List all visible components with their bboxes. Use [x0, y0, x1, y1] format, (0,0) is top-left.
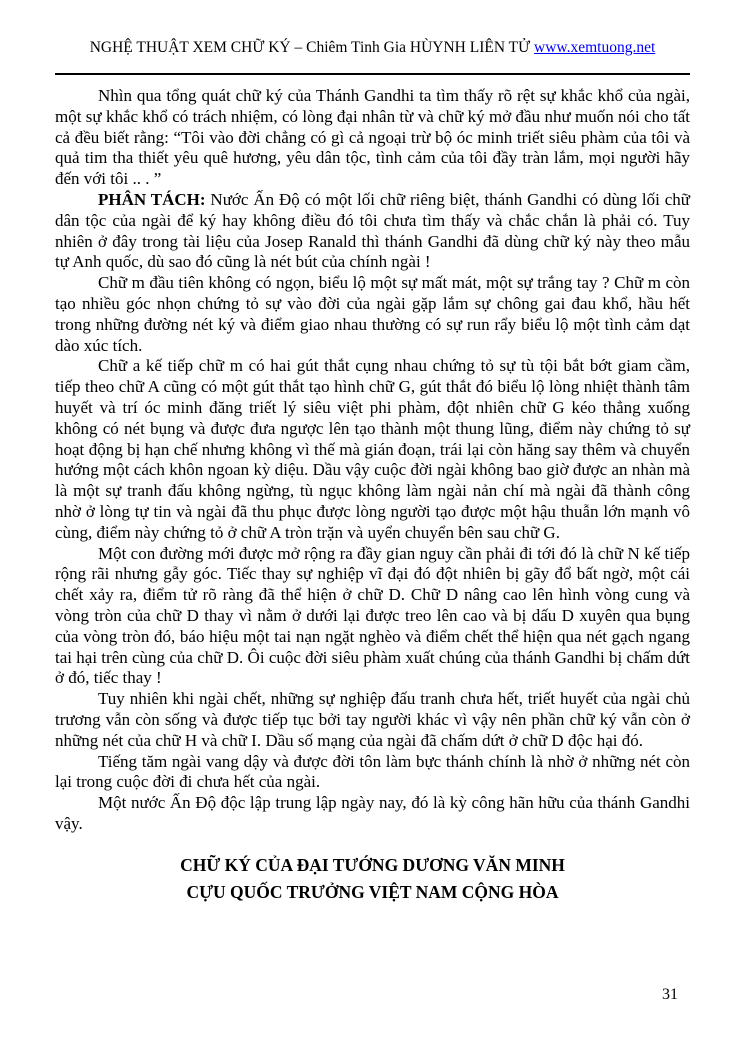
page-header [55, 38, 690, 75]
section-heading [55, 852, 690, 906]
section-heading-line1: CHỮ KÝ CỦA ĐẠI TƯỚNG DƯƠNG VĂN MINH [180, 854, 565, 875]
paragraph-5 [55, 544, 690, 690]
paragraph-text: Một nước Ấn Độ độc lập trung lập ngày nay, đó là kỳ công hãn hữu của thánh Gandhi vậy. [55, 793, 690, 833]
paragraph-7 [55, 752, 690, 794]
header-link[interactable]: www.xemtuong.net [534, 39, 656, 56]
paragraph-text: Một con đường mới được mở rộng ra đầy gian nguy cần phải đi tới đó là chữ N kế tiếp rộng rãi nhưng gẫy góc. Tiếc thay sự nghiệp vĩ đại đó đột nhiên bị gãy đổ bất ngờ, một cái chết xảy ra, điểm tử rõ ràng đã thể hiện ở chữ D. Chữ D nâng cao lên hình vòng cung và vòng tròn của chữ D thay vì nằm ở dưới lại được treo lên cao và bị dấu D xuyên qua bụng của vòng tròn đó, báo hiệu một tai nạn ngặt nghèo và điểm chết thể hiện qua nét gạch ngang tai hại trên cùng của chữ D. Ôi cuộc đời siêu phàm xuất chúng của thánh Gandhi bị chấm dứt ở đó, tiếc thay ! [55, 543, 690, 688]
paragraph-3 [55, 273, 690, 356]
paragraph-8 [55, 793, 690, 835]
paragraph-4 [55, 356, 690, 543]
paragraph-text: Tuy nhiên khi ngài chết, những sự nghiệp đấu tranh chưa hết, triết huyết của ngài chủ trương vẫn còn sống và được tiếp tục bởi tay người khác vì vậy nên phần chữ ký vẫn còn ở những nét của chữ H và chữ I. Dầu số mạng của ngài đã chấm dứt ở chữ D độc hại đó. [55, 689, 690, 750]
section-heading-line2: CỰU QUỐC TRƯỞNG VIỆT NAM CỘNG HÒA [186, 881, 559, 902]
header-title: NGHỆ THUẬT XEM CHỮ KÝ – Chiêm Tinh Gia HÙYNH LIÊN TỬ [89, 39, 531, 56]
paragraph-text: Nước Ấn Độ có một lối chữ riêng biệt, thánh Gandhi có dùng lối chữ dân tộc của ngài để ký hay không điều đó tôi chưa tìm thấy và chắc chắn là phải có. Tuy nhiên ở đây trong tài liệu của Josep Ranald thì thánh Gandhi đã dùng chữ ký này theo mẫu tự Anh quốc, dù sao đó cũng là nét bút của chính ngài ! [55, 189, 690, 272]
paragraph-text: Chữ a kế tiếp chữ m có hai gút thắt cụng nhau chứng tỏ sự tù tội bắt bớt giam cầm, tiếp theo chữ A cũng có một gút thắt tạo hình chữ G, gút thắt đó biểu lộ lòng nhiệt thành tâm huyết và trí óc minh đăng triết lý siêu việt phi phàm, đột nhiên chữ G kéo thẳng xuống không có nét bụng và được đưa ngược lên tạo thành một thung lũng, điểm này chứng tỏ sự hoạt động bị hạn chế nhưng không vì thế mà gián đoạn, trái lại còn hăng say thêm và chuyển hướng một cách khôn ngoan kỳ diệu. Dầu vậy cuộc đời ngài không bao giờ được an nhàn mà là một sự tranh đấu không ngừng, tù ngục không làm ngài nản chí mà ngài đã thành công nhờ ở lòng tự tin và ngài đã thu phục được lòng người tạo được một hậu thuẫn lớn mạnh vô cùng, điểm này chứng tỏ ở chữ A tròn trặn và uyển chuyển bên sau chữ G. [55, 356, 690, 542]
paragraph-lead: PHÂN TÁCH: [98, 189, 206, 209]
paragraph-2 [55, 190, 690, 273]
document-body [55, 86, 690, 835]
paragraph-6 [55, 689, 690, 751]
paragraph-text: Chữ m đầu tiên không có ngọn, biểu lộ một sự mất mát, một sự trắng tay ? Chữ m còn tạo nhiều góc nhọn chứng tỏ sự vào đời của ngài gặp lắm sự chông gai đau khổ, hầu hết trong những đường nét ký và điểm giao nhau thường có sự run rẩy biểu lộ một tình cảm dạt dào xúc tích. [55, 273, 690, 355]
paragraph-1 [55, 86, 690, 190]
paragraph-text: Tiếng tăm ngài vang dậy và được đời tôn làm bực thánh chính là nhờ ở những nét còn lại trong cuộc đời đi chưa hết của ngài. [55, 751, 690, 792]
paragraph-text: Nhìn qua tổng quát chữ ký của Thánh Gandhi ta tìm thấy rõ rệt sự khắc khổ của ngài, một sự khắc khổ có trách nhiệm, có lòng đại nhân từ và chữ ký mở đầu như muốn nói cho tất cả đều biết rằng: “Tôi vào đời chẳng có gì cả ngoại trừ bộ óc minh triết siêu phàm của tôi và quả tim tha thiết yêu quê hương, yêu dân tộc, tình cảm của tôi đầy tràn lắm, mọi người hãy đến với tôi .. . ” [55, 86, 690, 189]
page-number: 31 [662, 986, 678, 1003]
